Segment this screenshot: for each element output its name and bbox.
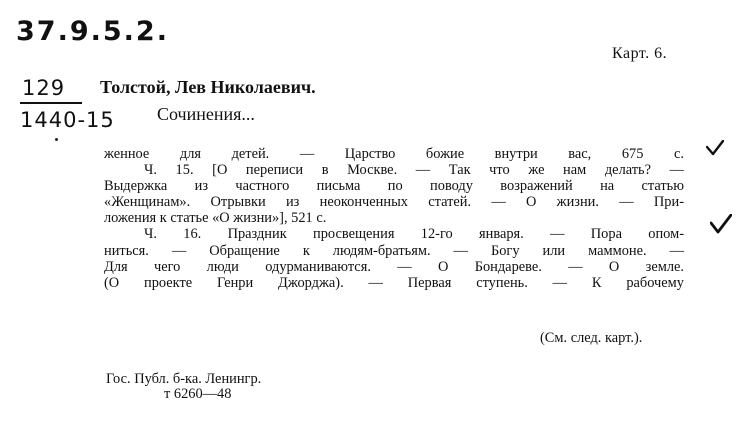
print-cipher: т 6260—48 xyxy=(164,386,232,402)
body-line: женное для детей. — Царство божие внутри вас, 675 с. xyxy=(104,146,684,162)
author-heading: Толстой, Лев Николаевич. xyxy=(100,77,316,97)
handwritten-number-top: 129 xyxy=(22,76,66,100)
work-title: Сочинения... xyxy=(157,104,255,124)
body-line: (О проекте Генри Джорджа). — Первая ступень. — К рабочему xyxy=(104,274,684,291)
card-number: Карт. 6. xyxy=(612,45,668,62)
see-next-card-note: (См. след. карт.). xyxy=(540,330,643,346)
ink-dot xyxy=(55,138,58,141)
body-line: Ч. 15. [О переписи в Москве. — Так что же нам делать? — xyxy=(144,162,684,179)
body-line: Выдержка из частного письма по поводу возражений на статью xyxy=(104,178,684,195)
shelfmark: 37.9.5.2. xyxy=(16,16,169,47)
body-line: ниться. — Обращение к людям-братьям. — Богу или маммоне. — xyxy=(104,242,684,259)
body-line: ложения к статье «О жизни»], 521 с. xyxy=(104,210,327,227)
check-mark-icon xyxy=(706,140,724,156)
card-body xyxy=(104,146,684,291)
library-imprint: Гос. Публ. б-ка. Ленингр. xyxy=(106,371,262,387)
handwritten-underline xyxy=(20,102,82,104)
check-mark-icon xyxy=(710,214,732,234)
handwritten-number-bottom: 1440-15 xyxy=(20,108,115,132)
body-line: Ч. 16. Праздник просвещения 12-го января. — Пора опом- xyxy=(144,226,684,243)
body-line: «Женщинам». Отрывки из неоконченных статей. — О жизни. — При- xyxy=(104,194,684,211)
body-line: Для чего люди одурманиваются. — О Бондареве. — О земле. xyxy=(104,258,684,275)
